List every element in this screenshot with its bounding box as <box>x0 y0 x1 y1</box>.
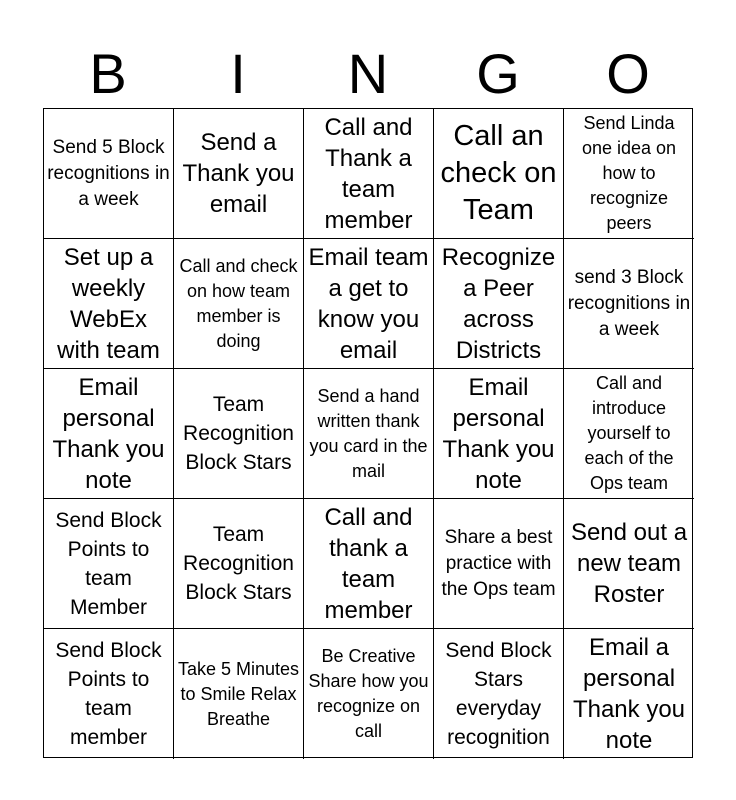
bingo-cell[interactable] <box>174 629 304 759</box>
bingo-cell-text: Email personal Thank you note <box>442 373 555 494</box>
bingo-cell[interactable] <box>174 499 304 629</box>
bingo-cell-text: Be Creative Share how you recognize on call <box>308 646 429 741</box>
bingo-cell-text: Call and introduce yourself to each of the Ops team <box>584 373 674 493</box>
bingo-cell-text: Send 5 Block recognitions in a week <box>47 136 170 210</box>
bingo-cell[interactable] <box>564 369 694 499</box>
bingo-board <box>43 108 693 758</box>
bingo-cell[interactable] <box>44 499 174 629</box>
bingo-cell-text: Recognize a Peer across Districts <box>441 243 556 364</box>
bingo-cell[interactable] <box>564 109 694 239</box>
bingo-cell-text: Call an check on Team <box>440 120 557 226</box>
bingo-cell[interactable] <box>434 369 564 499</box>
bingo-cell[interactable] <box>434 109 564 239</box>
bingo-cell-text: Send Block Points to team member <box>55 639 162 749</box>
bingo-cell[interactable] <box>174 239 304 369</box>
header-letter-b: B <box>89 42 127 105</box>
bingo-cell[interactable] <box>304 369 434 499</box>
bingo-cell[interactable] <box>434 239 564 369</box>
bingo-cell[interactable] <box>44 369 174 499</box>
bingo-cell-text: Email team a get to know you email <box>308 243 429 364</box>
bingo-cell[interactable] <box>434 499 564 629</box>
bingo-cell-text: Send out a new team Roster <box>570 519 688 608</box>
bingo-cell-text: Call and thank a team member <box>324 503 413 624</box>
bingo-cell[interactable] <box>304 239 434 369</box>
bingo-cell-text: Share a best practice with the Ops team <box>441 526 556 600</box>
bingo-cell-text: send 3 Block recognitions in a week <box>567 266 691 340</box>
header-letter-n: N <box>347 42 389 105</box>
bingo-cell-text: Take 5 Minutes to Smile Relax Breathe <box>177 658 300 729</box>
bingo-cell[interactable] <box>564 499 694 629</box>
bingo-cell-text: Send a hand written thank you card in the mail <box>309 385 428 481</box>
bingo-cell[interactable] <box>564 629 694 759</box>
bingo-cell[interactable] <box>564 239 694 369</box>
bingo-cell-text: Send a Thank you email <box>182 129 295 218</box>
bingo-cell[interactable] <box>174 109 304 239</box>
bingo-cell[interactable] <box>304 499 434 629</box>
bingo-cell-text: Team Recognition Block Stars <box>183 393 294 474</box>
bingo-cell[interactable] <box>174 369 304 499</box>
bingo-cell[interactable] <box>44 629 174 759</box>
bingo-cell-text: Send Linda one idea on how to recognize peers <box>581 113 677 233</box>
bingo-cell-text: Call and Thank a team member <box>324 113 413 234</box>
bingo-cell-text: Email personal Thank you note <box>52 373 165 494</box>
header-letter-g: G <box>476 42 520 105</box>
bingo-cell-text: Team Recognition Block Stars <box>183 523 294 604</box>
bingo-cell-text: Set up a weekly WebEx with team <box>57 243 160 364</box>
bingo-cell[interactable] <box>304 629 434 759</box>
bingo-cell[interactable] <box>44 109 174 239</box>
bingo-cell[interactable] <box>434 629 564 759</box>
bingo-cell-text: Send Block Points to team Member <box>55 508 162 619</box>
bingo-cell-text: Call and check on how team member is doing <box>179 255 298 351</box>
bingo-cell[interactable] <box>304 109 434 239</box>
bingo-header <box>43 40 693 108</box>
bingo-cell[interactable] <box>44 239 174 369</box>
bingo-cell-text: Send Block Stars everyday recognition <box>445 639 552 749</box>
bingo-cell-text: Email a personal Thank you note <box>572 634 686 754</box>
header-letter-i: I <box>230 42 246 105</box>
header-letter-o: O <box>606 42 650 105</box>
